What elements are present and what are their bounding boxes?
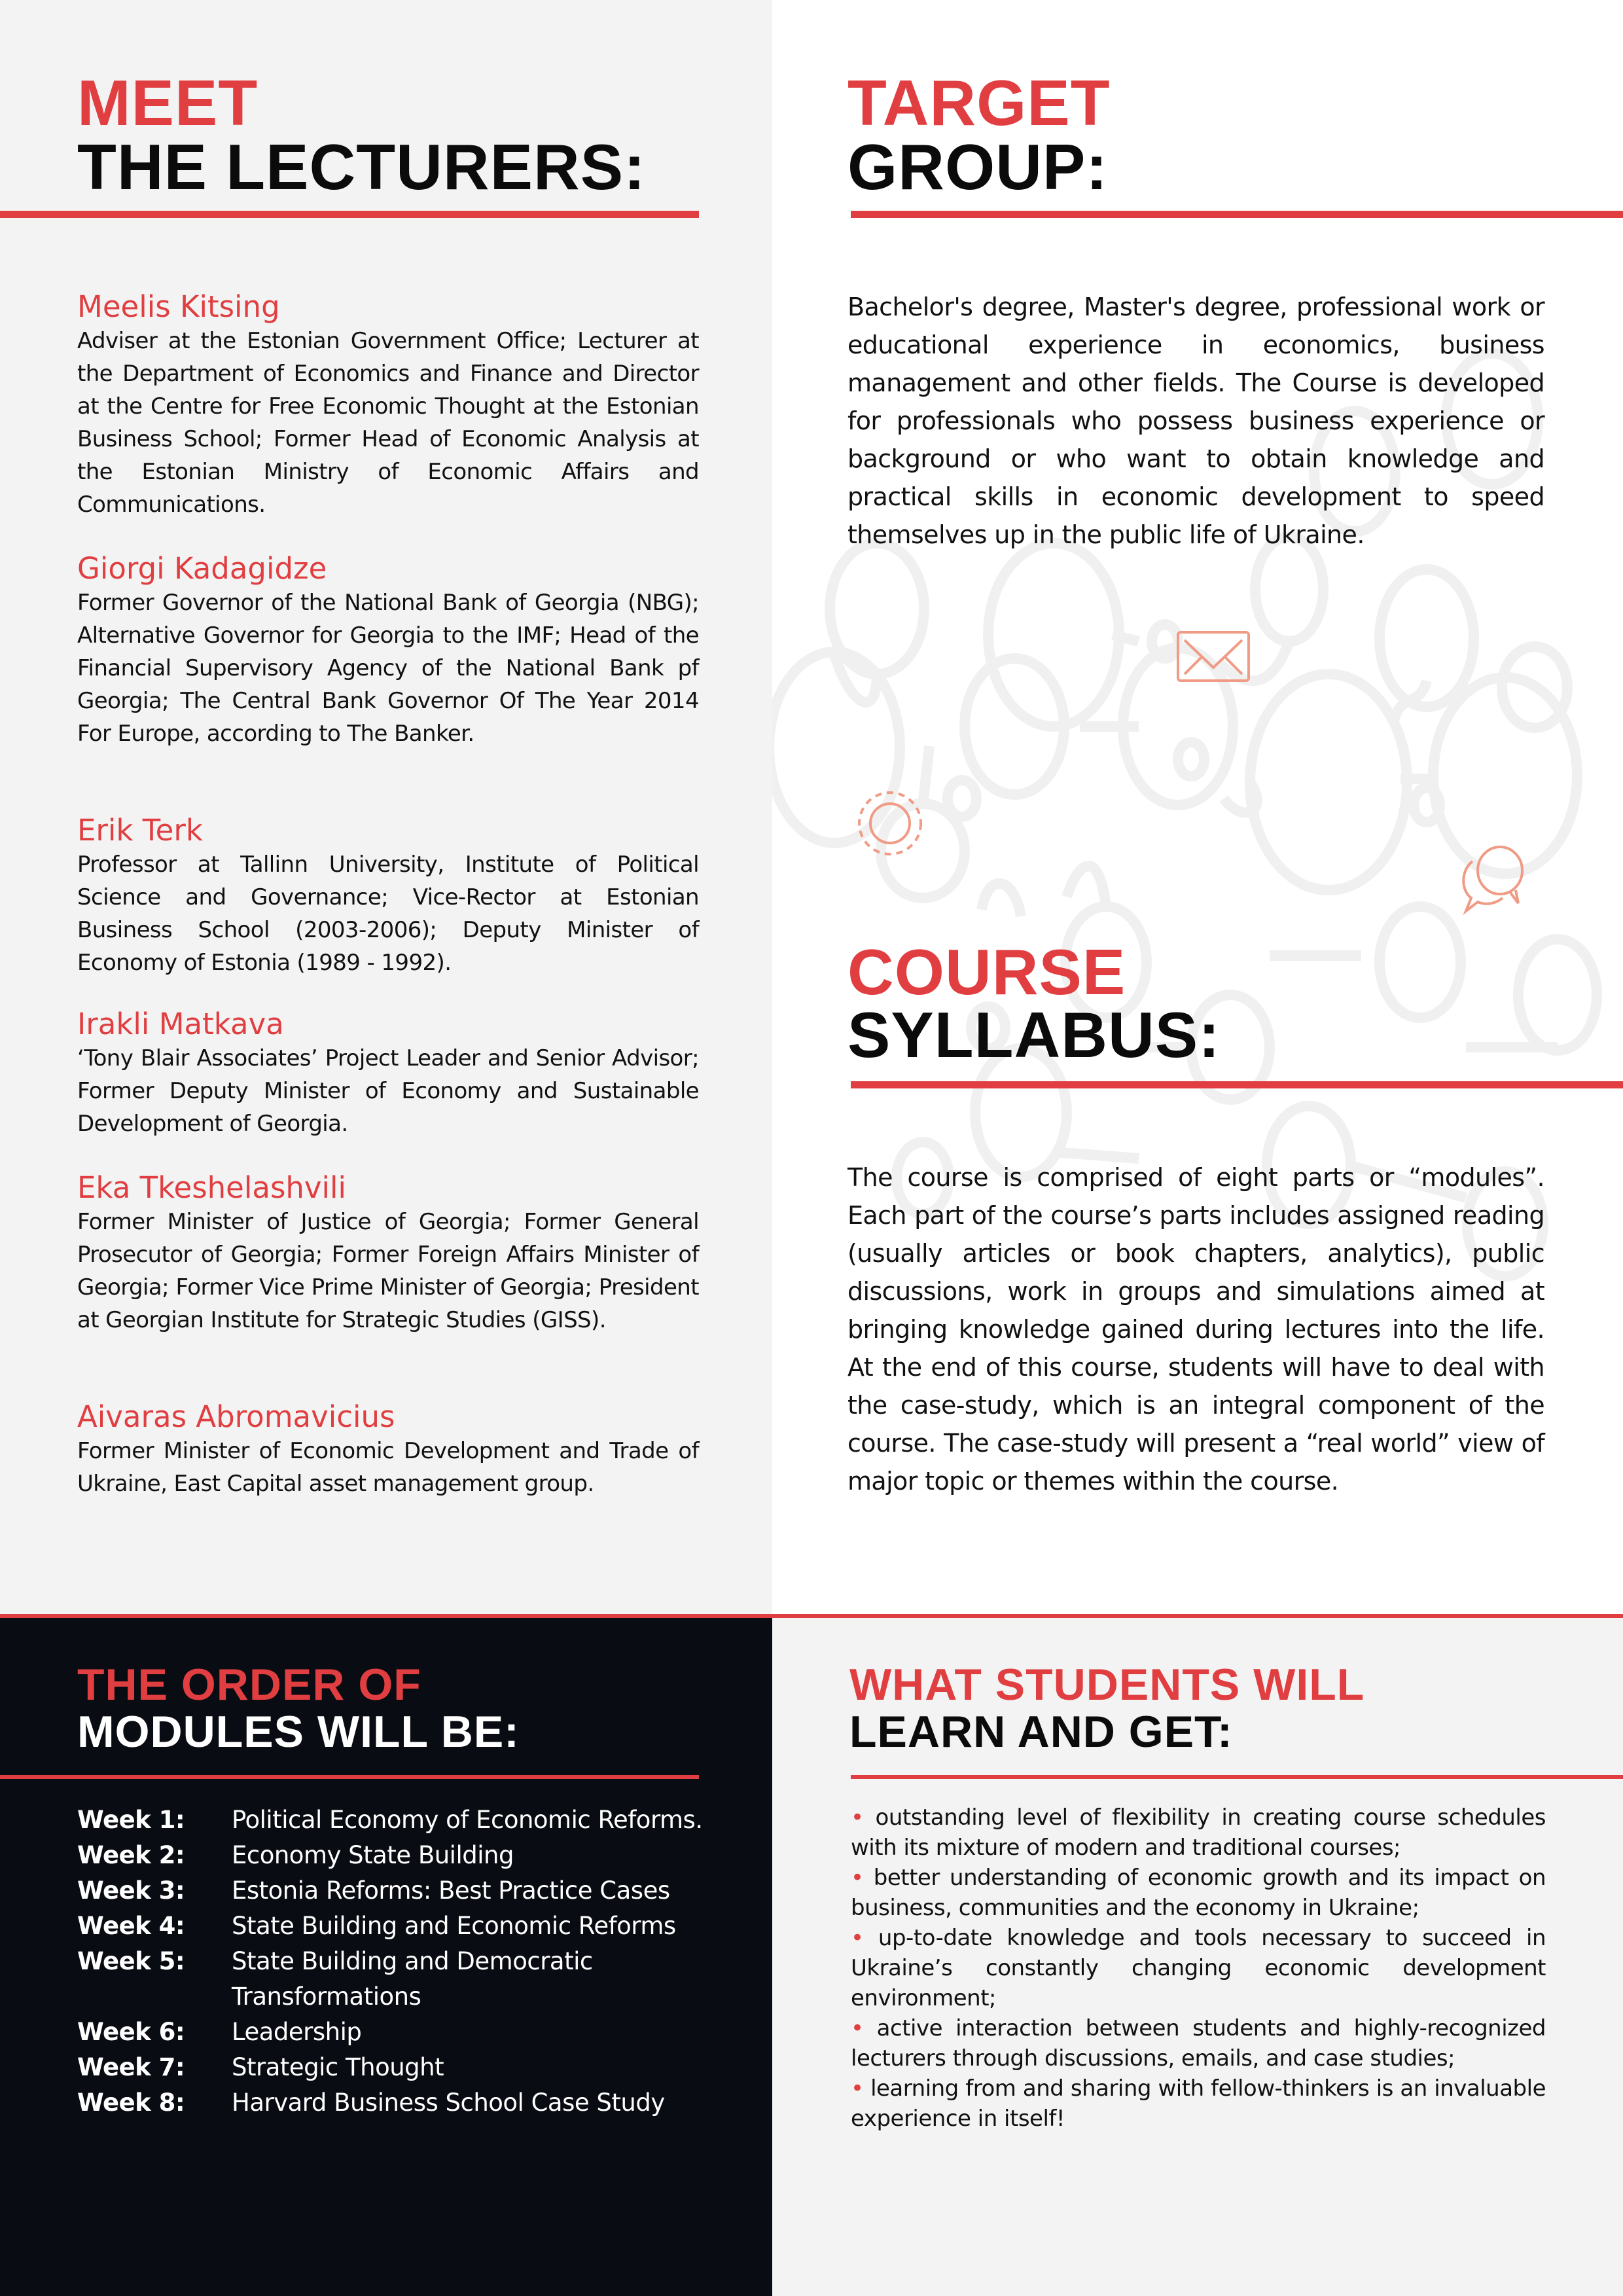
week-label: Week 6:: [77, 2018, 185, 2046]
lecturer-item: [77, 1399, 699, 1500]
learn-item-text: learning from and sharing with fellow-thinkers is an invaluable experience in itself!: [851, 2075, 1546, 2132]
lecturer-name: Meelis Kitsing: [77, 289, 280, 324]
week-row: [77, 1838, 732, 1873]
week-row: [77, 1944, 732, 2015]
lecturer-item: [77, 813, 699, 979]
target-and-syllabus-section: [772, 0, 1623, 1614]
week-label: Week 2:: [77, 1841, 185, 1869]
lecturer-name: Irakli Matkava: [77, 1007, 284, 1041]
week-title: Leadership: [232, 2018, 362, 2046]
week-row: [77, 2015, 732, 2050]
week-row: [77, 2050, 732, 2085]
week-label: Week 7:: [77, 2053, 185, 2081]
week-row: [77, 2085, 732, 2121]
target-title-dark: GROUP:: [847, 131, 1108, 203]
week-row: [77, 1803, 732, 1838]
lecturer-description: Former Minister of Justice of Georgia; Former General Prosecutor of Georgia; Former Foreign Affairs Minister of Georgia; Former Vice Prime Minister of Georgia; President at Georgian Institute for Strategic Studies (GISS).: [77, 1209, 699, 1333]
learn-item-text: active interaction between students and highly-recognized lecturers through discussions, emails, and case studies;: [851, 2015, 1546, 2072]
week-label: Week 4:: [77, 1912, 185, 1940]
syllabus-title-red: COURSE: [847, 936, 1126, 1008]
learn-item-text: outstanding level of flexibility in creating course schedules with its mixture of modern and traditional courses;: [851, 1804, 1546, 1861]
week-title: Estonia Reforms: Best Practice Cases: [232, 1876, 670, 1905]
lecturer-description: ‘Tony Blair Associates’ Project Leader and Senior Advisor; Former Deputy Minister of Economy and Sustainable Development of Georgia.: [77, 1045, 699, 1137]
target-title-rule: [851, 211, 1623, 218]
lecturer-item: [77, 1007, 699, 1140]
week-title: Political Economy of Economic Reforms.: [232, 1806, 703, 1834]
target-title-red: TARGET: [847, 67, 1111, 139]
week-label: Week 8:: [77, 2089, 185, 2117]
week-row: [77, 1909, 732, 1944]
learn-list-item: [851, 2013, 1546, 2073]
learn-item-text: better understanding of economic growth and its impact on business, communities and the economy in Ukraine;: [851, 1865, 1546, 1921]
learn-title-red: WHAT STUDENTS WILL: [849, 1660, 1365, 1710]
lecturer-item: [77, 551, 699, 750]
bullet-icon: •: [851, 2015, 864, 2041]
learn-title-rule: [851, 1775, 1623, 1779]
week-label: Week 5:: [77, 1947, 185, 1975]
learn-list-item: [851, 1923, 1546, 2013]
week-title: Harvard Business School Case Study: [232, 2089, 665, 2117]
bullet-icon: •: [851, 2075, 864, 2102]
week-label: Week 3:: [77, 1876, 185, 1905]
lecturer-name: Erik Terk: [77, 813, 203, 848]
lecturers-title-rule: [0, 211, 699, 218]
modules-title-rule: [0, 1775, 699, 1779]
week-title: Strategic Thought: [232, 2053, 444, 2081]
syllabus-title-rule: [851, 1081, 1623, 1088]
lecturer-description: Former Governor of the National Bank of Georgia (NBG); Alternative Governor for Georgia to the IMF; Head of the Financial Supervisory Agency of the National Bank pf Georgia; The Central Bank Governor Of The Year 2014 For Europe, according to The Banker.: [77, 590, 699, 747]
target-group-text: Bachelor's degree, Master's degree, professional work or educational experience in economics, business management and other fields. The Course is developed for professionals who possess business experience or background or who want to obtain knowledge and practical skills in economic development to speed themselves up in the public life of Ukraine.: [847, 293, 1544, 549]
bullet-icon: •: [851, 1804, 864, 1831]
modules-title-red: THE ORDER OF: [77, 1660, 421, 1710]
lecturer-description: Professor at Tallinn University, Institute of Political Science and Governance; Vice-Rector at Estonian Business School (2003-2006); Deputy Minister of Economy of Estonia (1989 - 1992).: [77, 852, 699, 976]
learn-title-dark: LEARN AND GET:: [849, 1707, 1233, 1757]
lecturer-name: Eka Tkeshelashvili: [77, 1170, 347, 1205]
lecturer-description: Adviser at the Estonian Government Office; Lecturer at the Department of Economics and Finance and Director at the Centre for Free Economic Thought at the Estonian Business School; Former Head of Economic Analysis at the Estonian Ministry of Economic Affairs and Communications.: [77, 328, 699, 518]
syllabus-text: The course is comprised of eight parts or “modules”. Each part of the course’s parts includes assigned reading (usually articles or book chapters, analytics), public discussions, work in groups and simulations aimed at bringing knowledge gained during lectures into the life. At the end of this course, students will have to deal with the case-study, which is an integral component of the course. The case-study will present a “real world” view of major topic or themes within the course.: [847, 1163, 1544, 1496]
week-title: Economy State Building: [232, 1841, 514, 1869]
lecturer-item: [77, 1170, 699, 1336]
learn-list-item: [851, 2073, 1546, 2134]
bullet-icon: •: [851, 1865, 864, 1891]
week-title: State Building and Economic Reforms: [232, 1912, 676, 1940]
lecturers-title-red: MEET: [77, 67, 259, 139]
bullet-icon: •: [851, 1925, 864, 1951]
learn-item-text: up-to-date knowledge and tools necessary to succeed in Ukraine’s constantly changing economic development environment;: [851, 1925, 1546, 2011]
lecturers-title-dark: THE LECTURERS:: [77, 131, 646, 203]
week-label: Week 1:: [77, 1806, 185, 1834]
learn-list-item: [851, 1803, 1546, 1863]
lecturer-description: Former Minister of Economic Development and Trade of Ukraine, East Capital asset management group.: [77, 1438, 699, 1497]
modules-title-white: MODULES WILL BE:: [77, 1707, 520, 1757]
lecturer-name: Aivaras Abromavicius: [77, 1399, 395, 1434]
lecturer-name: Giorgi Kadagidze: [77, 551, 327, 586]
week-row: [77, 1873, 732, 1909]
lecturer-item: [77, 289, 699, 521]
learn-list-item: [851, 1863, 1546, 1923]
week-title: State Building and Democratic Transformations: [232, 1947, 593, 2011]
syllabus-title-dark: SYLLABUS:: [847, 999, 1221, 1071]
learn-list: [851, 1803, 1546, 2134]
weeks-list: [77, 1803, 732, 2121]
lecturers-section: [0, 0, 772, 1614]
